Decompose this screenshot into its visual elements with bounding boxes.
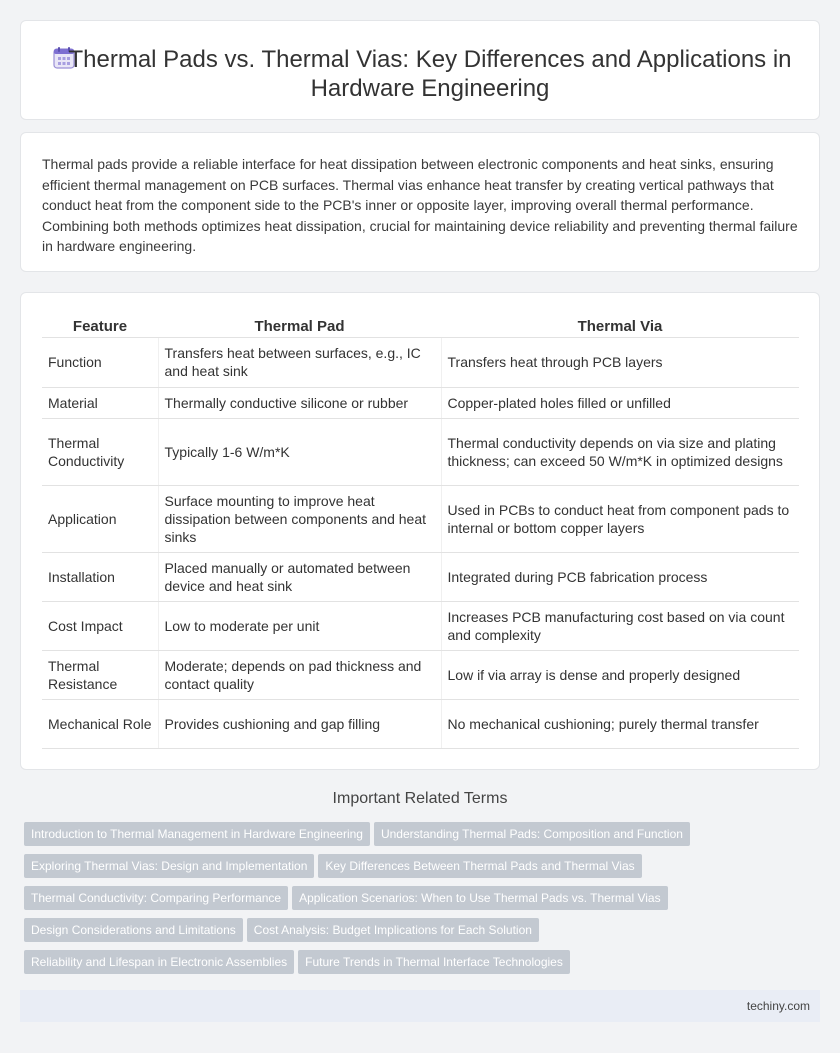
table-cell-thermal-pad: Placed manually or automated between device and heat sink: [158, 552, 441, 601]
related-term-tag[interactable]: Key Differences Between Thermal Pads and Thermal Vias: [318, 854, 641, 878]
column-header-thermal-via: Thermal Via: [441, 313, 799, 337]
page-title: Thermal Pads vs. Thermal Vias: Key Differences and Applications in Hardware Engineering: [68, 46, 792, 102]
related-term-tag[interactable]: Application Scenarios: When to Use Thermal Pads vs. Thermal Vias: [292, 886, 668, 910]
table-row: [42, 552, 799, 601]
related-term-tag[interactable]: Exploring Thermal Vias: Design and Implementation: [24, 854, 314, 878]
table-cell-thermal-via: Thermal conductivity depends on via size and plating thickness; can exceed 50 W/m*K in optimized designs: [441, 418, 799, 485]
table-cell-thermal-pad: Transfers heat between surfaces, e.g., IC and heat sink: [158, 337, 441, 387]
comparison-table-card: [20, 292, 820, 770]
table-row: [42, 387, 799, 418]
table-row: [42, 485, 799, 552]
table-cell-thermal-via: Low if via array is dense and properly designed: [441, 650, 799, 699]
comparison-table: [42, 313, 799, 749]
table-cell-thermal-via: Used in PCBs to conduct heat from component pads to internal or bottom copper layers: [441, 485, 799, 552]
footer-site-link[interactable]: techiny.com: [746, 999, 810, 1013]
table-cell-thermal-pad: Low to moderate per unit: [158, 601, 441, 650]
related-terms-title: Important Related Terms: [332, 790, 508, 807]
table-cell-thermal-pad: Typically 1-6 W/m*K: [158, 418, 441, 485]
related-term-tag[interactable]: Future Trends in Thermal Interface Technologies: [298, 950, 570, 974]
related-term-tag[interactable]: Design Considerations and Limitations: [24, 918, 243, 942]
table-cell-feature: Installation: [42, 552, 158, 601]
table-cell-thermal-via: Copper-plated holes filled or unfilled: [441, 387, 799, 418]
table-cell-thermal-via: Transfers heat through PCB layers: [441, 337, 799, 387]
related-term-tag[interactable]: Introduction to Thermal Management in Hardware Engineering: [24, 822, 370, 846]
related-term-tag[interactable]: Cost Analysis: Budget Implications for Each Solution: [247, 918, 539, 942]
table-cell-thermal-via: Integrated during PCB fabrication process: [441, 552, 799, 601]
table-row: [42, 337, 799, 387]
table-cell-feature: Application: [42, 485, 158, 552]
table-cell-thermal-pad: Moderate; depends on pad thickness and contact quality: [158, 650, 441, 699]
table-row: [42, 650, 799, 699]
related-term-tag[interactable]: Reliability and Lifespan in Electronic Assemblies: [24, 950, 294, 974]
table-cell-feature: Thermal Resistance: [42, 650, 158, 699]
table-cell-feature: Mechanical Role: [42, 699, 158, 748]
table-cell-thermal-pad: Provides cushioning and gap filling: [158, 699, 441, 748]
table-row: [42, 699, 799, 748]
related-term-tag[interactable]: Thermal Conductivity: Comparing Performance: [24, 886, 288, 910]
intro-card: [20, 132, 820, 272]
header-card: [20, 20, 820, 120]
table-header-row: [42, 313, 799, 337]
intro-text: Thermal pads provide a reliable interface for heat dissipation between electronic components and heat sinks, ensuring efficient thermal management on PCB surfaces. Thermal vias enhance heat transfer by creating vertical pathways that conduct heat from the component side to the PCB's inner or opposite layer, improving overall thermal performance. Combining both methods optimizes heat dissipation, crucial for maintaining device reliability and preventing thermal failure in hardware engineering.: [42, 156, 798, 254]
table-row: [42, 601, 799, 650]
related-terms-list: [24, 822, 814, 982]
table-cell-thermal-pad: Surface mounting to improve heat dissipation between components and heat sinks: [158, 485, 441, 552]
table-cell-thermal-pad: Thermally conductive silicone or rubber: [158, 387, 441, 418]
table-cell-feature: Function: [42, 337, 158, 387]
table-cell-feature: Material: [42, 387, 158, 418]
table-cell-thermal-via: Increases PCB manufacturing cost based on via count and complexity: [441, 601, 799, 650]
footer: [20, 990, 820, 1022]
table-row: [42, 418, 799, 485]
table-cell-feature: Cost Impact: [42, 601, 158, 650]
related-term-tag[interactable]: Understanding Thermal Pads: Composition and Function: [374, 822, 690, 846]
table-cell-thermal-via: No mechanical cushioning; purely thermal transfer: [441, 699, 799, 748]
column-header-feature: Feature: [42, 313, 158, 337]
table-cell-feature: Thermal Conductivity: [42, 418, 158, 485]
column-header-thermal-pad: Thermal Pad: [158, 313, 441, 337]
